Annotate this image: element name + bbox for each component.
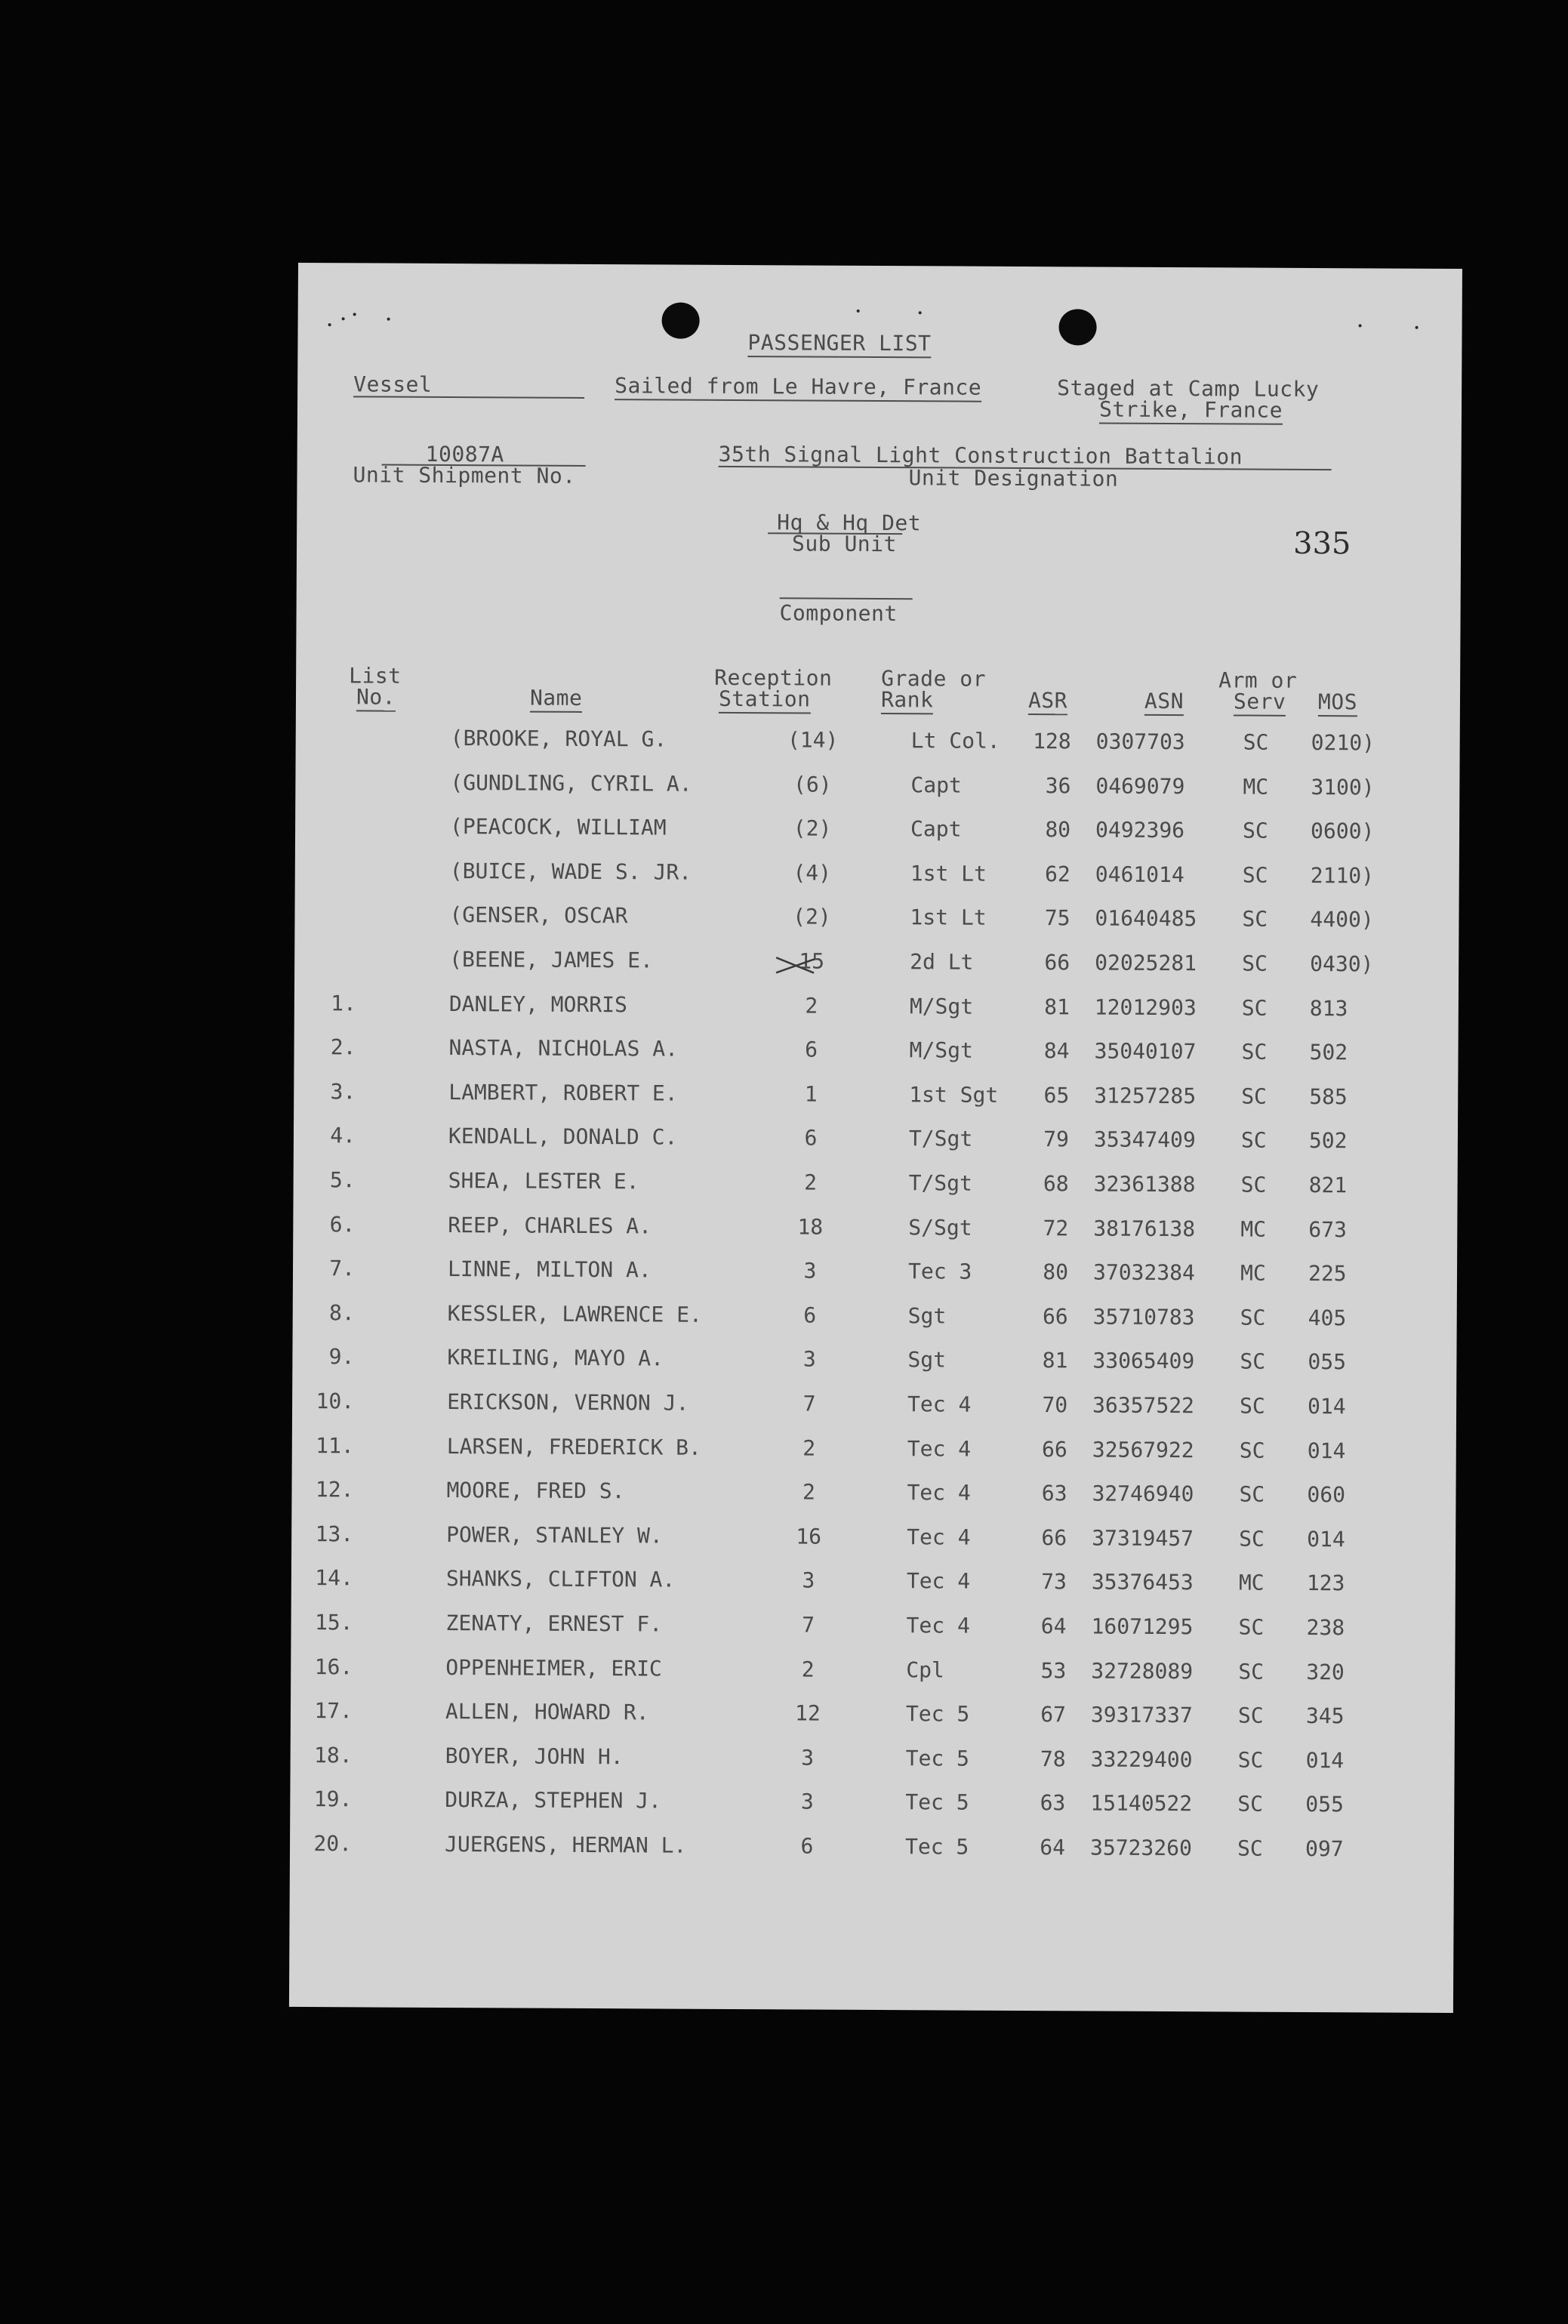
- row-grade: Cpl: [906, 1657, 944, 1683]
- speck: [342, 317, 345, 320]
- row-asr: 67: [1040, 1702, 1067, 1728]
- row-grade: 2d Lt: [910, 949, 974, 975]
- row-list-no: 18.: [313, 1742, 353, 1768]
- row-asn: 39317337: [1090, 1702, 1193, 1728]
- row-mos: 4400): [1310, 907, 1374, 932]
- row-reception-station: 3: [802, 1567, 815, 1593]
- row-grade: Tec 4: [906, 1568, 971, 1595]
- row-arm-serv: MC: [1240, 1260, 1266, 1286]
- speck: [328, 323, 331, 326]
- row-reception-station: 6: [804, 1125, 818, 1151]
- row-list-no: 5.: [329, 1167, 356, 1193]
- row-reception-station: 3: [803, 1258, 817, 1284]
- row-mos: 060: [1307, 1482, 1346, 1508]
- row-grade: Tec 5: [904, 1834, 969, 1860]
- table-row: [293, 1300, 1457, 1336]
- row-arm-serv: SC: [1242, 862, 1268, 888]
- table-row: [292, 1344, 1456, 1380]
- row-asn: 0492396: [1095, 817, 1185, 843]
- row-grade: Lt Col.: [910, 728, 1000, 754]
- row-list-no: 9.: [328, 1344, 355, 1370]
- speck: [1416, 326, 1419, 329]
- row-name: DANLEY, MORRIS: [448, 991, 627, 1017]
- row-arm-serv: SC: [1237, 1835, 1263, 1861]
- row-arm-serv: SC: [1237, 1747, 1264, 1773]
- row-arm-serv: SC: [1240, 1127, 1267, 1154]
- unit-shipment-label: Unit Shipment No.: [353, 462, 576, 489]
- row-list-no: 6.: [329, 1211, 356, 1237]
- row-name: KENDALL, DONALD C.: [448, 1123, 678, 1150]
- row-name: KESSLER, LAWRENCE E.: [447, 1300, 702, 1327]
- row-name: (BEENE, JAMES E.: [449, 947, 653, 973]
- vessel-label: Vessel: [353, 371, 433, 397]
- row-grade: Capt: [910, 772, 962, 798]
- table-row: [291, 1521, 1456, 1558]
- row-asr: 84: [1043, 1038, 1070, 1064]
- row-list-no: 14.: [315, 1565, 353, 1591]
- row-grade: T/Sgt: [908, 1126, 973, 1152]
- row-reception-station: 18: [797, 1214, 824, 1240]
- col-mos: MOS: [1318, 689, 1357, 717]
- row-list-no: 3.: [330, 1078, 356, 1105]
- row-name: (GENSER, OSCAR: [449, 902, 628, 929]
- row-arm-serv: SC: [1239, 1481, 1265, 1507]
- row-asr: 66: [1041, 1436, 1067, 1462]
- row-asr: 70: [1042, 1392, 1068, 1418]
- row-list-no: 16.: [314, 1654, 353, 1679]
- row-asn: 38176138: [1093, 1216, 1196, 1241]
- row-list-no: 8.: [328, 1299, 355, 1326]
- row-asn: 0461014: [1095, 861, 1184, 887]
- row-list-no: 15.: [314, 1610, 353, 1635]
- row-arm-serv: SC: [1243, 818, 1268, 843]
- row-grade: Tec 4: [906, 1613, 970, 1638]
- row-reception-station: (2): [793, 815, 832, 841]
- row-reception-station: 1: [804, 1081, 818, 1107]
- row-list-no: 20.: [313, 1831, 353, 1857]
- row-list-no: 2.: [330, 1034, 356, 1060]
- row-grade: T/Sgt: [908, 1170, 973, 1196]
- row-arm-serv: MC: [1240, 1216, 1267, 1242]
- row-asr: 81: [1042, 1348, 1068, 1373]
- row-name: POWER, STANLEY W.: [446, 1521, 663, 1549]
- row-grade: 1st Lt: [910, 861, 987, 886]
- row-list-no: 11.: [316, 1432, 354, 1458]
- row-arm-serv: SC: [1237, 1791, 1264, 1817]
- col-reception-2: Station: [719, 686, 811, 714]
- row-reception-station: 7: [802, 1612, 815, 1638]
- row-reception-station: 2: [802, 1435, 816, 1461]
- row-list-no: 7.: [329, 1256, 356, 1281]
- row-mos: 014: [1308, 1393, 1346, 1419]
- row-asn: 0307703: [1095, 729, 1185, 755]
- col-grade-2: Rank: [881, 687, 934, 714]
- row-reception-station: 2: [801, 1657, 815, 1682]
- row-mos: 3100): [1311, 774, 1375, 800]
- row-reception-station: 6: [805, 1037, 818, 1062]
- row-grade: M/Sgt: [909, 993, 974, 1019]
- row-reception-station: 6: [800, 1833, 814, 1859]
- row-mos: 0430): [1310, 951, 1374, 977]
- table-row: [294, 991, 1459, 1027]
- row-grade: M/Sgt: [909, 1037, 973, 1063]
- col-arm-2: Serv: [1234, 689, 1286, 716]
- row-grade: Tec 4: [907, 1524, 971, 1550]
- row-reception-station: 3: [802, 1346, 816, 1372]
- table-row: [291, 1610, 1455, 1646]
- table-row: [294, 1079, 1458, 1115]
- row-reception-station: 7: [802, 1391, 816, 1416]
- row-mos: 0210): [1311, 729, 1375, 756]
- row-asr: 66: [1041, 1524, 1067, 1551]
- row-name: LAMBERT, ROBERT E.: [448, 1079, 678, 1106]
- staged-line-2: Strike, France: [1099, 397, 1283, 425]
- row-name: LINNE, MILTON A.: [447, 1256, 652, 1283]
- row-mos: 673: [1308, 1216, 1347, 1242]
- row-asr: 63: [1040, 1790, 1066, 1816]
- table-row: [291, 1565, 1456, 1601]
- row-asn: 32361388: [1093, 1171, 1196, 1197]
- row-grade: Tec 4: [907, 1480, 971, 1506]
- col-asr: ASR: [1028, 688, 1067, 715]
- row-mos: 345: [1305, 1703, 1345, 1729]
- row-asr: 78: [1040, 1746, 1066, 1772]
- row-mos: 0600): [1311, 818, 1375, 844]
- row-asn: 12012903: [1094, 994, 1197, 1020]
- row-mos: 097: [1305, 1835, 1344, 1862]
- row-mos: 014: [1307, 1438, 1346, 1463]
- punch-hole-left: [661, 302, 699, 338]
- table-row: [294, 902, 1459, 938]
- row-asr: 80: [1045, 817, 1071, 843]
- row-asr: 128: [1033, 729, 1071, 754]
- col-name: Name: [530, 686, 583, 713]
- row-mos: 813: [1309, 995, 1348, 1021]
- document-title: PASSENGER LIST: [747, 330, 931, 358]
- row-reception-station: 6: [803, 1302, 817, 1328]
- row-reception-station: 2: [804, 1170, 818, 1195]
- table-row: [291, 1743, 1455, 1779]
- col-reception-1: Reception: [714, 664, 833, 691]
- row-mos: 014: [1307, 1526, 1345, 1552]
- row-reception-station: (6): [793, 772, 832, 797]
- page-number: 335: [1292, 526, 1351, 562]
- table-row: [296, 725, 1460, 761]
- table-row: [292, 1433, 1456, 1469]
- table-row: [294, 1123, 1458, 1159]
- row-asr: 64: [1040, 1835, 1066, 1860]
- row-asr: 79: [1043, 1127, 1070, 1152]
- row-grade: S/Sgt: [908, 1214, 972, 1241]
- row-name: ERICKSON, VERNON J.: [447, 1389, 689, 1416]
- row-asn: 32728089: [1091, 1658, 1194, 1684]
- row-mos: 225: [1308, 1261, 1347, 1287]
- row-arm-serv: SC: [1239, 1438, 1265, 1463]
- sub-unit-label: Sub Unit: [791, 531, 898, 557]
- unit-designation-value: 35th Signal Light Construction Battalion: [718, 441, 1243, 470]
- row-asn: 02025281: [1095, 950, 1197, 976]
- row-grade: Tec 5: [905, 1789, 969, 1816]
- col-asn: ASN: [1144, 689, 1184, 716]
- row-asr: 68: [1043, 1171, 1069, 1197]
- row-asn: 36357522: [1092, 1392, 1195, 1419]
- row-list-no: 12.: [315, 1477, 354, 1503]
- row-asn: 35710783: [1092, 1304, 1195, 1330]
- col-arm-1: Arm or: [1218, 667, 1298, 693]
- row-name: BOYER, JOHN H.: [445, 1743, 624, 1770]
- row-name: LARSEN, FREDERICK B.: [446, 1433, 702, 1460]
- row-grade: 1st Lt: [910, 905, 987, 931]
- row-name: ALLEN, HOWARD R.: [445, 1699, 649, 1725]
- row-asn: 32567922: [1092, 1437, 1194, 1463]
- table-row: [294, 1034, 1458, 1071]
- row-name: (PEACOCK, WILLIAM: [450, 814, 667, 840]
- row-name: (BUICE, WADE S. JR.: [449, 858, 692, 885]
- row-name: (BROOKE, ROYAL G.: [450, 726, 667, 752]
- row-grade: 1st Sgt: [909, 1082, 999, 1108]
- component-label: Component: [779, 600, 898, 627]
- row-asr: 75: [1044, 905, 1070, 931]
- row-name: ZENATY, ERNEST F.: [445, 1610, 663, 1637]
- row-mos: 2110): [1310, 862, 1375, 889]
- row-arm-serv: MC: [1238, 1570, 1265, 1596]
- row-asn: 32746940: [1092, 1481, 1194, 1507]
- speck: [857, 310, 860, 313]
- row-grade: Sgt: [907, 1303, 947, 1329]
- row-name: KREILING, MAYO A.: [447, 1345, 664, 1371]
- row-list-no: 4.: [330, 1123, 356, 1148]
- row-arm-serv: SC: [1243, 729, 1269, 755]
- row-asn: 31257285: [1094, 1083, 1197, 1109]
- row-reception-station: 15: [799, 948, 825, 974]
- sailed-from: Sailed from Le Havre, France: [615, 373, 981, 402]
- speck: [387, 318, 390, 321]
- row-name: OPPENHEIMER, ERIC: [445, 1654, 662, 1681]
- row-mos: 320: [1306, 1659, 1345, 1684]
- row-asn: 37319457: [1092, 1525, 1194, 1551]
- row-name: SHEA, LESTER E.: [448, 1168, 639, 1194]
- row-asr: 62: [1044, 861, 1070, 887]
- table-row: [294, 1167, 1458, 1204]
- row-asn: 35723260: [1089, 1835, 1192, 1861]
- row-arm-serv: SC: [1241, 1083, 1268, 1109]
- speck: [1359, 324, 1362, 327]
- row-arm-serv: SC: [1240, 1348, 1266, 1375]
- row-list-no: 19.: [313, 1786, 353, 1812]
- row-reception-station: 2: [802, 1479, 816, 1505]
- row-mos: 238: [1306, 1614, 1345, 1641]
- row-mos: 585: [1309, 1083, 1348, 1110]
- row-asn: 16071295: [1091, 1614, 1194, 1640]
- row-arm-serv: SC: [1241, 995, 1268, 1021]
- handwritten-correction-mark: [770, 953, 823, 976]
- row-mos: 821: [1308, 1172, 1348, 1198]
- row-grade: Capt: [910, 816, 962, 842]
- col-list-no-1: List: [349, 663, 402, 689]
- row-list-no: 1.: [331, 990, 356, 1016]
- row-arm-serv: SC: [1242, 906, 1268, 932]
- table-row: [295, 813, 1459, 849]
- row-list-no: 13.: [315, 1521, 354, 1547]
- row-asr: 73: [1041, 1569, 1067, 1595]
- row-asn: 33229400: [1090, 1746, 1193, 1772]
- row-mos: 502: [1309, 1040, 1348, 1065]
- row-asr: 66: [1044, 950, 1070, 976]
- row-arm-serv: MC: [1243, 774, 1269, 800]
- document-page: [289, 263, 1462, 2013]
- row-mos: 123: [1306, 1570, 1345, 1596]
- table-row: [293, 1256, 1457, 1292]
- row-grade: Tec 5: [905, 1701, 970, 1727]
- table-row: [290, 1786, 1454, 1823]
- row-asn: 15140522: [1090, 1790, 1193, 1817]
- row-asr: 53: [1040, 1657, 1067, 1683]
- row-name: (GUNDLING, CYRIL A.: [450, 769, 692, 797]
- col-list-no-2: No.: [356, 684, 396, 711]
- row-reception-station: (4): [793, 860, 832, 886]
- row-grade: Tec 4: [907, 1435, 972, 1462]
- row-asr: 63: [1041, 1481, 1067, 1506]
- row-asr: 64: [1040, 1614, 1067, 1639]
- row-asn: 0469079: [1095, 773, 1185, 799]
- row-mos: 055: [1305, 1792, 1345, 1817]
- row-asr: 66: [1042, 1303, 1068, 1330]
- table-row: [291, 1477, 1456, 1513]
- unit-shipment-value: 10087A: [425, 441, 504, 467]
- row-grade: Tec 5: [905, 1746, 970, 1771]
- row-reception-station: 12: [795, 1700, 821, 1726]
- table-row: [295, 858, 1459, 894]
- unit-designation-label: Unit Designation: [908, 465, 1119, 492]
- row-name: DURZA, STEPHEN J.: [445, 1787, 662, 1814]
- row-mos: 502: [1308, 1128, 1348, 1154]
- row-reception-station: 2: [805, 993, 818, 1019]
- row-name: MOORE, FRED S.: [446, 1478, 625, 1504]
- sub-unit-value: Hq & Hq Det: [777, 510, 922, 536]
- row-asr: 65: [1043, 1082, 1070, 1108]
- row-asn: 35347409: [1093, 1127, 1196, 1153]
- table-row: [295, 769, 1459, 806]
- row-asr: 81: [1044, 994, 1070, 1019]
- row-list-no: 17.: [314, 1698, 353, 1724]
- row-asr: 36: [1045, 772, 1071, 798]
- row-arm-serv: SC: [1240, 1172, 1267, 1197]
- row-grade: Tec 4: [907, 1392, 972, 1417]
- vessel-underline: [353, 396, 584, 399]
- row-grade: Sgt: [907, 1347, 947, 1373]
- row-name: JUERGENS, HERMAN L.: [444, 1832, 687, 1858]
- row-mos: 014: [1305, 1747, 1345, 1774]
- table-row: [294, 946, 1459, 982]
- punch-hole-right: [1058, 309, 1096, 345]
- row-arm-serv: SC: [1240, 1305, 1266, 1330]
- col-grade-1: Grade or: [881, 666, 987, 692]
- row-name: REEP, CHARLES A.: [448, 1212, 652, 1239]
- speck: [353, 313, 356, 316]
- table-row: [293, 1212, 1457, 1248]
- row-asr: 80: [1043, 1259, 1069, 1285]
- row-list-no: 10.: [316, 1389, 355, 1414]
- row-reception-station: (2): [793, 904, 831, 930]
- row-arm-serv: SC: [1237, 1703, 1264, 1728]
- row-arm-serv: SC: [1240, 1393, 1265, 1419]
- table-row: [290, 1831, 1454, 1867]
- row-arm-serv: SC: [1238, 1614, 1265, 1640]
- row-asr: 72: [1043, 1215, 1069, 1241]
- row-arm-serv: SC: [1241, 1039, 1268, 1065]
- speck: [919, 311, 922, 314]
- component-underline: [780, 597, 913, 599]
- row-mos: 055: [1308, 1349, 1347, 1375]
- row-asn: 37032384: [1092, 1259, 1195, 1286]
- row-arm-serv: SC: [1238, 1659, 1265, 1684]
- staged-line-1: Staged at Camp Lucky: [1057, 375, 1320, 402]
- row-name: SHANKS, CLIFTON A.: [445, 1566, 676, 1592]
- row-mos: 405: [1308, 1305, 1347, 1331]
- table-row: [291, 1654, 1455, 1691]
- table-row: [291, 1698, 1455, 1734]
- row-asn: 33065409: [1092, 1348, 1195, 1374]
- row-reception-station: 16: [796, 1524, 822, 1549]
- row-reception-station: 3: [801, 1745, 815, 1771]
- row-arm-serv: SC: [1239, 1526, 1265, 1552]
- row-asn: 35040107: [1094, 1038, 1197, 1065]
- row-reception-station: 3: [800, 1789, 814, 1814]
- row-grade: Tec 3: [907, 1259, 972, 1284]
- table-row: [292, 1389, 1456, 1425]
- row-name: NASTA, NICHOLAS A.: [448, 1035, 679, 1062]
- row-asn: 01640485: [1095, 905, 1197, 932]
- row-reception-station: (14): [787, 727, 839, 753]
- row-asn: 35376453: [1091, 1569, 1194, 1595]
- row-arm-serv: SC: [1242, 951, 1268, 976]
